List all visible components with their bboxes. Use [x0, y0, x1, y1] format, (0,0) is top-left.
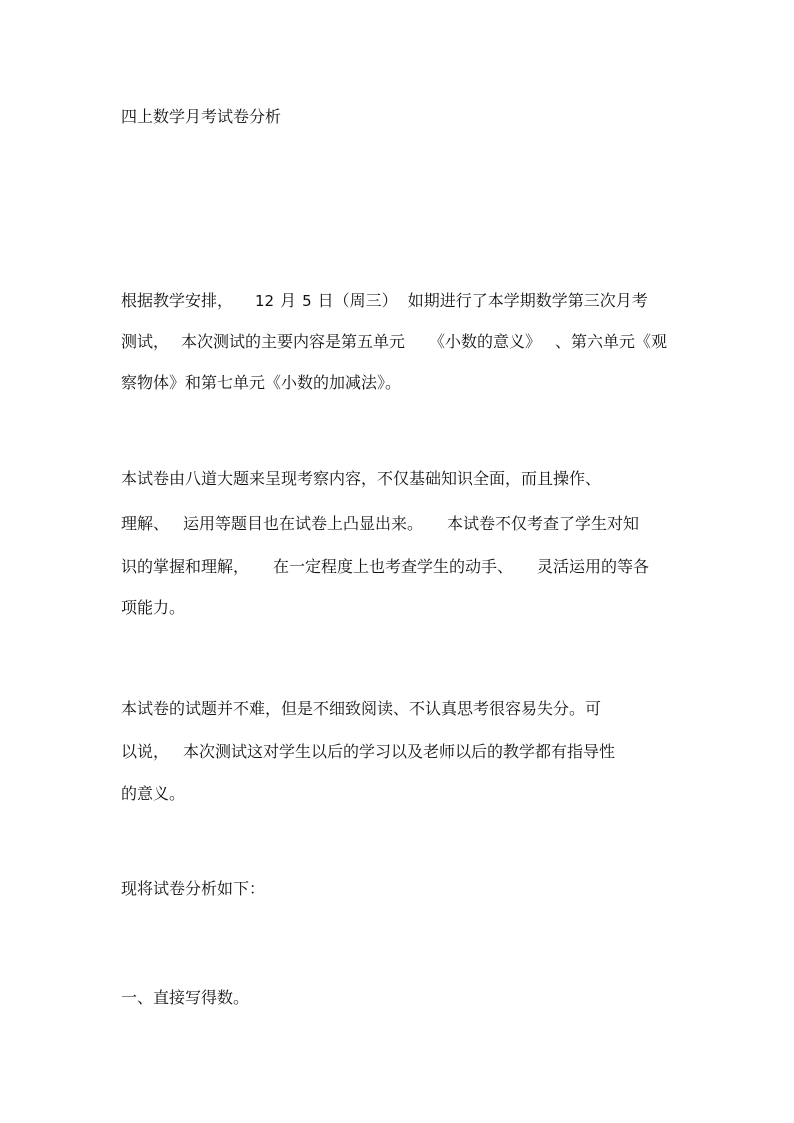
paragraph-3-line-2 — [121, 741, 615, 763]
text-span: 识的掌握和理解， — [121, 557, 250, 576]
paragraph-3-line-3: 的意义。 — [121, 784, 186, 803]
text-span: 日（周三） — [317, 291, 398, 310]
text-span: 如期进行了本学期数学第三次月考 — [407, 291, 648, 310]
section-heading-1: 一、直接写得数。 — [121, 988, 250, 1007]
text-span: 本次测试的主要内容是第五单元 — [181, 332, 406, 351]
text-span: 月 — [280, 291, 297, 310]
text-span: 理解、 — [121, 514, 170, 533]
paragraph-1-line-1 — [121, 290, 648, 312]
text-span: 12 — [255, 292, 275, 310]
text-span: 运用等题目也在试卷上凸显出来。 — [183, 514, 424, 533]
text-span: 本次测试这对学生以后的学习以及老师以后的教学都有指导性 — [183, 742, 616, 761]
paragraph-1-line-2 — [121, 331, 667, 353]
text-span: 灵活运用的等各 — [537, 557, 650, 576]
paragraph-4: 现将试卷分析如下： — [121, 879, 266, 898]
text-span: 测试， — [121, 332, 170, 351]
page-title: 四上数学月考试卷分析 — [121, 107, 282, 126]
text-span: 在一定程度上也考查学生的动手、 — [273, 557, 514, 576]
paragraph-1-line-3: 察物体》和第七单元《小数的加减法》。 — [121, 373, 402, 392]
text-span: 5 — [302, 292, 312, 310]
text-span: 《小数的意义》 — [429, 332, 542, 351]
paragraph-2-line-4: 项能力。 — [121, 598, 186, 617]
paragraph-2-line-1: 本试卷由八道大题来呈现考察内容，不仅基础知识全面，而且操作、 — [121, 469, 602, 488]
paragraph-2-line-2 — [121, 513, 639, 535]
text-span: 根据教学安排， — [121, 291, 234, 310]
text-span: 以说， — [121, 742, 170, 761]
paragraph-2-line-3 — [121, 556, 649, 578]
text-span: 本试卷不仅考查了学生对知 — [447, 514, 640, 533]
text-span: 、第六单元《观 — [555, 332, 668, 351]
paragraph-3-line-1: 本试卷的试题并不难，但是不细致阅读、不认真思考很容易失分。可 — [121, 699, 602, 718]
